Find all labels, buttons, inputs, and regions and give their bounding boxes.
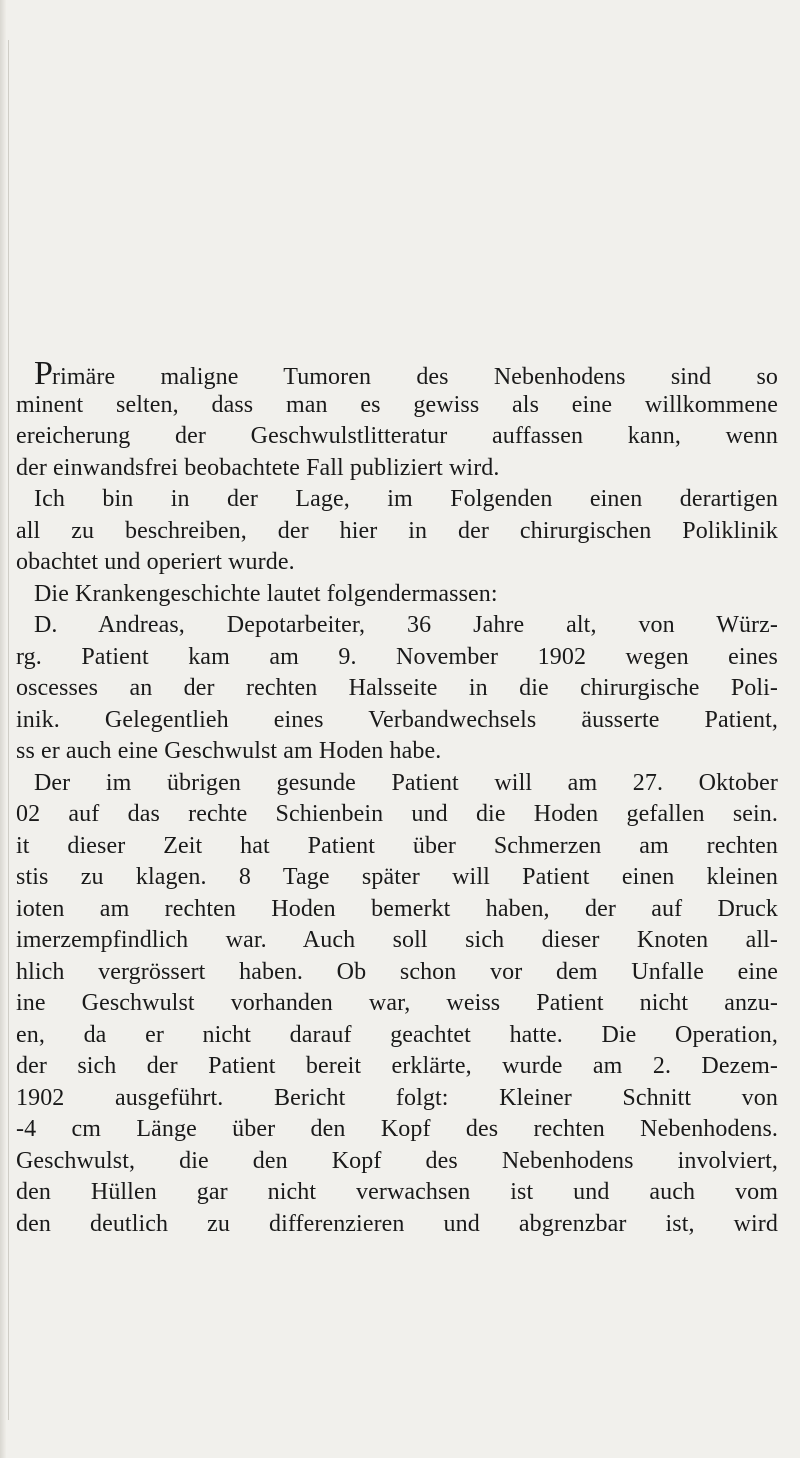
text-line: hlich vergrössert haben. Ob schon vor dem Unfalle eine bbox=[16, 958, 778, 985]
text-line: ioten am rechten Hoden bemerkt haben, der auf Druck bbox=[16, 895, 778, 922]
drop-cap: P bbox=[34, 358, 54, 390]
document-body bbox=[16, 358, 778, 1240]
text-line: 1902 ausgeführt. Bericht folgt: Kleiner Schnitt von bbox=[16, 1084, 778, 1111]
text-line: Geschwulst, die den Kopf des Nebenhodens involviert, bbox=[16, 1147, 778, 1174]
text-line: oscesses an der rechten Halsseite in die chirurgische Poli- bbox=[16, 675, 778, 701]
text-line: ine Geschwulst vorhanden war, weiss Patient nicht anzu- bbox=[16, 990, 778, 1016]
text-line: -4 cm Länge über den Kopf des rechten Nebenhodens. bbox=[16, 1116, 778, 1142]
text-line: imerzempfindlich war. Auch soll sich dieser Knoten all- bbox=[16, 927, 778, 953]
text-line: stis zu klagen. 8 Tage später will Patient einen kleinen bbox=[16, 864, 778, 890]
text-line: Die Krankengeschichte lautet folgendermassen: bbox=[34, 580, 498, 607]
text-line: minent selten, dass man es gewiss als eine willkommene bbox=[16, 391, 778, 418]
text-line: Der im übrigen gesunde Patient will am 27. Oktober bbox=[34, 769, 778, 796]
text-line: 02 auf das rechte Schienbein und die Hoden gefallen sein. bbox=[16, 801, 778, 827]
text-line: ss er auch eine Geschwulst am Hoden habe. bbox=[16, 738, 442, 764]
text-line: it dieser Zeit hat Patient über Schmerzen am rechten bbox=[16, 832, 778, 859]
page-edge bbox=[0, 0, 6, 1458]
text-line: en, da er nicht darauf geachtet hatte. Die Operation, bbox=[16, 1021, 778, 1048]
text-line: inik. Gelegentlieh eines Verbandwechsels äusserte Patient, bbox=[16, 706, 778, 733]
text-line: den deutlich zu differenzieren und abgrenzbar ist, wird bbox=[16, 1210, 778, 1237]
paragraph-first-line bbox=[16, 358, 778, 390]
text-line: all zu beschreiben, der hier in der chirurgischen Poliklinik bbox=[16, 517, 778, 544]
text-line: der einwandsfrei beobachtete Fall publiziert wird. bbox=[16, 454, 500, 481]
scan-fold-line bbox=[8, 40, 9, 1420]
text-line: D. Andreas, Depotarbeiter, 36 Jahre alt, von Würz- bbox=[34, 612, 778, 638]
first-line-text: rimäre maligne Tumoren des Nebenhodens sind so bbox=[52, 364, 778, 390]
text-line: Ich bin in der Lage, im Folgenden einen derartigen bbox=[34, 486, 778, 512]
text-line: den Hüllen gar nicht verwachsen ist und auch vom bbox=[16, 1179, 778, 1205]
text-line: rg. Patient kam am 9. November 1902 wegen eines bbox=[16, 643, 778, 670]
text-line: ereicherung der Geschwulstlitteratur auffassen kann, wenn bbox=[16, 423, 778, 449]
text-line: obachtet und operiert wurde. bbox=[16, 549, 295, 575]
text-line: der sich der Patient bereit erklärte, wurde am 2. Dezem- bbox=[16, 1053, 778, 1079]
